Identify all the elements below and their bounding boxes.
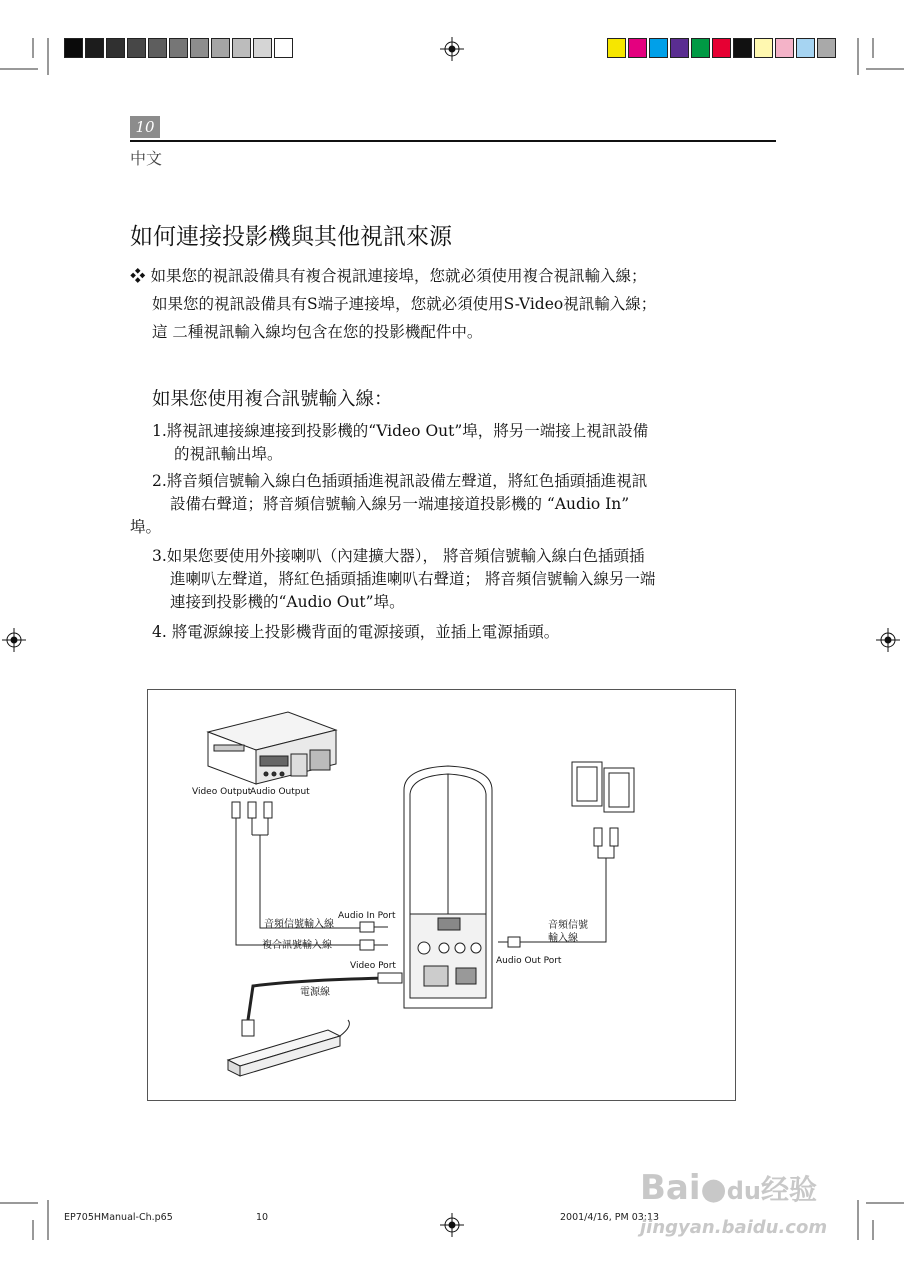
gray-swatch bbox=[148, 38, 167, 58]
step-4: 4. 將電源線接上投影機背面的電源接頭，並插上電源插頭。 bbox=[152, 623, 560, 641]
intro-line: 如果您的視訊設備具有複合視訊連接埠，您就必須使用複合視訊輸入線； bbox=[150, 267, 647, 285]
baidu-watermark bbox=[640, 1168, 850, 1238]
color-swatch bbox=[649, 38, 668, 58]
header-rule bbox=[130, 140, 776, 142]
label-audio-in-port: Audio In Port bbox=[338, 911, 396, 921]
page-title: 如何連接投影機與其他視訊來源 bbox=[130, 224, 452, 250]
connection-diagram bbox=[147, 689, 736, 1101]
label-audio-out-port: Audio Out Port bbox=[496, 956, 562, 966]
gray-swatch bbox=[169, 38, 188, 58]
color-swatch bbox=[670, 38, 689, 58]
label-video-output: Video Output bbox=[192, 787, 252, 797]
label-power-cord: 電源線 bbox=[300, 987, 330, 998]
section-subheading: 如果您使用複合訊號輸入線： bbox=[152, 389, 393, 410]
gray-swatch bbox=[274, 38, 293, 58]
bullet-symbol: ❖ bbox=[130, 267, 146, 285]
watermark-url: jingyan.baidu.com bbox=[640, 1217, 828, 1238]
gray-swatch bbox=[211, 38, 230, 58]
color-swatch bbox=[691, 38, 710, 58]
color-swatch bbox=[754, 38, 773, 58]
watermark-brand-right: 经验 bbox=[760, 1173, 817, 1206]
color-swatch bbox=[775, 38, 794, 58]
gray-swatch bbox=[64, 38, 83, 58]
label-audio-out-cable: 音頻信號 bbox=[548, 920, 588, 931]
gray-swatch bbox=[253, 38, 272, 58]
intro-bullet bbox=[130, 262, 770, 346]
language-label: 中文 bbox=[130, 149, 163, 168]
gray-swatch bbox=[106, 38, 125, 58]
label-audio-output: Audio Output bbox=[250, 787, 310, 797]
diagram-illustration bbox=[148, 690, 737, 1102]
label-video-port: Video Port bbox=[350, 961, 396, 971]
label-composite-cable: 複合訊號輸入線 bbox=[262, 940, 332, 951]
label-audio-cable: 音頻信號輸入線 bbox=[264, 919, 334, 930]
footer-filename: EP705HManual-Ch.p65 bbox=[64, 1212, 173, 1223]
page-number-tab: 10 bbox=[130, 116, 160, 138]
color-calibration-bar bbox=[607, 38, 838, 58]
gray-swatch bbox=[232, 38, 251, 58]
step-2-continuation: 埠。 bbox=[130, 518, 162, 536]
color-swatch bbox=[817, 38, 836, 58]
registration-mark-bottom bbox=[440, 1213, 464, 1237]
label-audio-out-cable-2: 輸入線 bbox=[548, 933, 578, 944]
paw-icon: ● bbox=[700, 1172, 727, 1207]
registration-mark-top bbox=[440, 37, 464, 61]
registration-mark-right bbox=[876, 628, 900, 652]
vcr-illustration bbox=[208, 712, 336, 784]
color-swatch bbox=[607, 38, 626, 58]
color-swatch bbox=[733, 38, 752, 58]
step-1: 1.將視訊連接線連接到投影機的“Video Out”埠，將另一端接上視訊設備 的視訊輸出埠。 bbox=[152, 422, 649, 463]
color-swatch bbox=[628, 38, 647, 58]
gray-swatch bbox=[190, 38, 209, 58]
speaker-illustration bbox=[572, 762, 634, 812]
intro-line: 這 二種視訊輸入線均包含在您的投影機配件中。 bbox=[152, 323, 483, 341]
gray-swatch bbox=[127, 38, 146, 58]
watermark-brand-paw: du bbox=[726, 1177, 761, 1205]
gray-swatch bbox=[85, 38, 104, 58]
color-swatch bbox=[712, 38, 731, 58]
footer-date: 2001/4/16, PM 03:13 bbox=[560, 1212, 660, 1223]
projector-illustration bbox=[404, 766, 492, 1008]
watermark-brand-left: Bai bbox=[640, 1168, 701, 1208]
color-swatch bbox=[796, 38, 815, 58]
registration-mark-left bbox=[2, 628, 26, 652]
grayscale-calibration-bar bbox=[64, 38, 295, 58]
step-3: 3.如果您要使用外接喇叭（內建擴大器）， 將音頻信號輸入線白色插頭插 進喇叭左聲道，將紅色插頭插進喇叭右聲道； 將音頻信號輸入線另一端 連接到投影機的“Audio Out”埠。 bbox=[152, 547, 656, 611]
intro-line: 如果您的視訊設備具有S端子連接埠，您就必須使用S-Video視訊輸入線； bbox=[152, 295, 657, 313]
step-2: 2.將音頻信號輸入線白色插頭插進視訊設備左聲道，將紅色插頭插進視訊 設備右聲道；將音頻信號輸入線另一端連接道投影機的 “Audio In” bbox=[152, 472, 648, 513]
footer-page: 10 bbox=[256, 1212, 269, 1223]
